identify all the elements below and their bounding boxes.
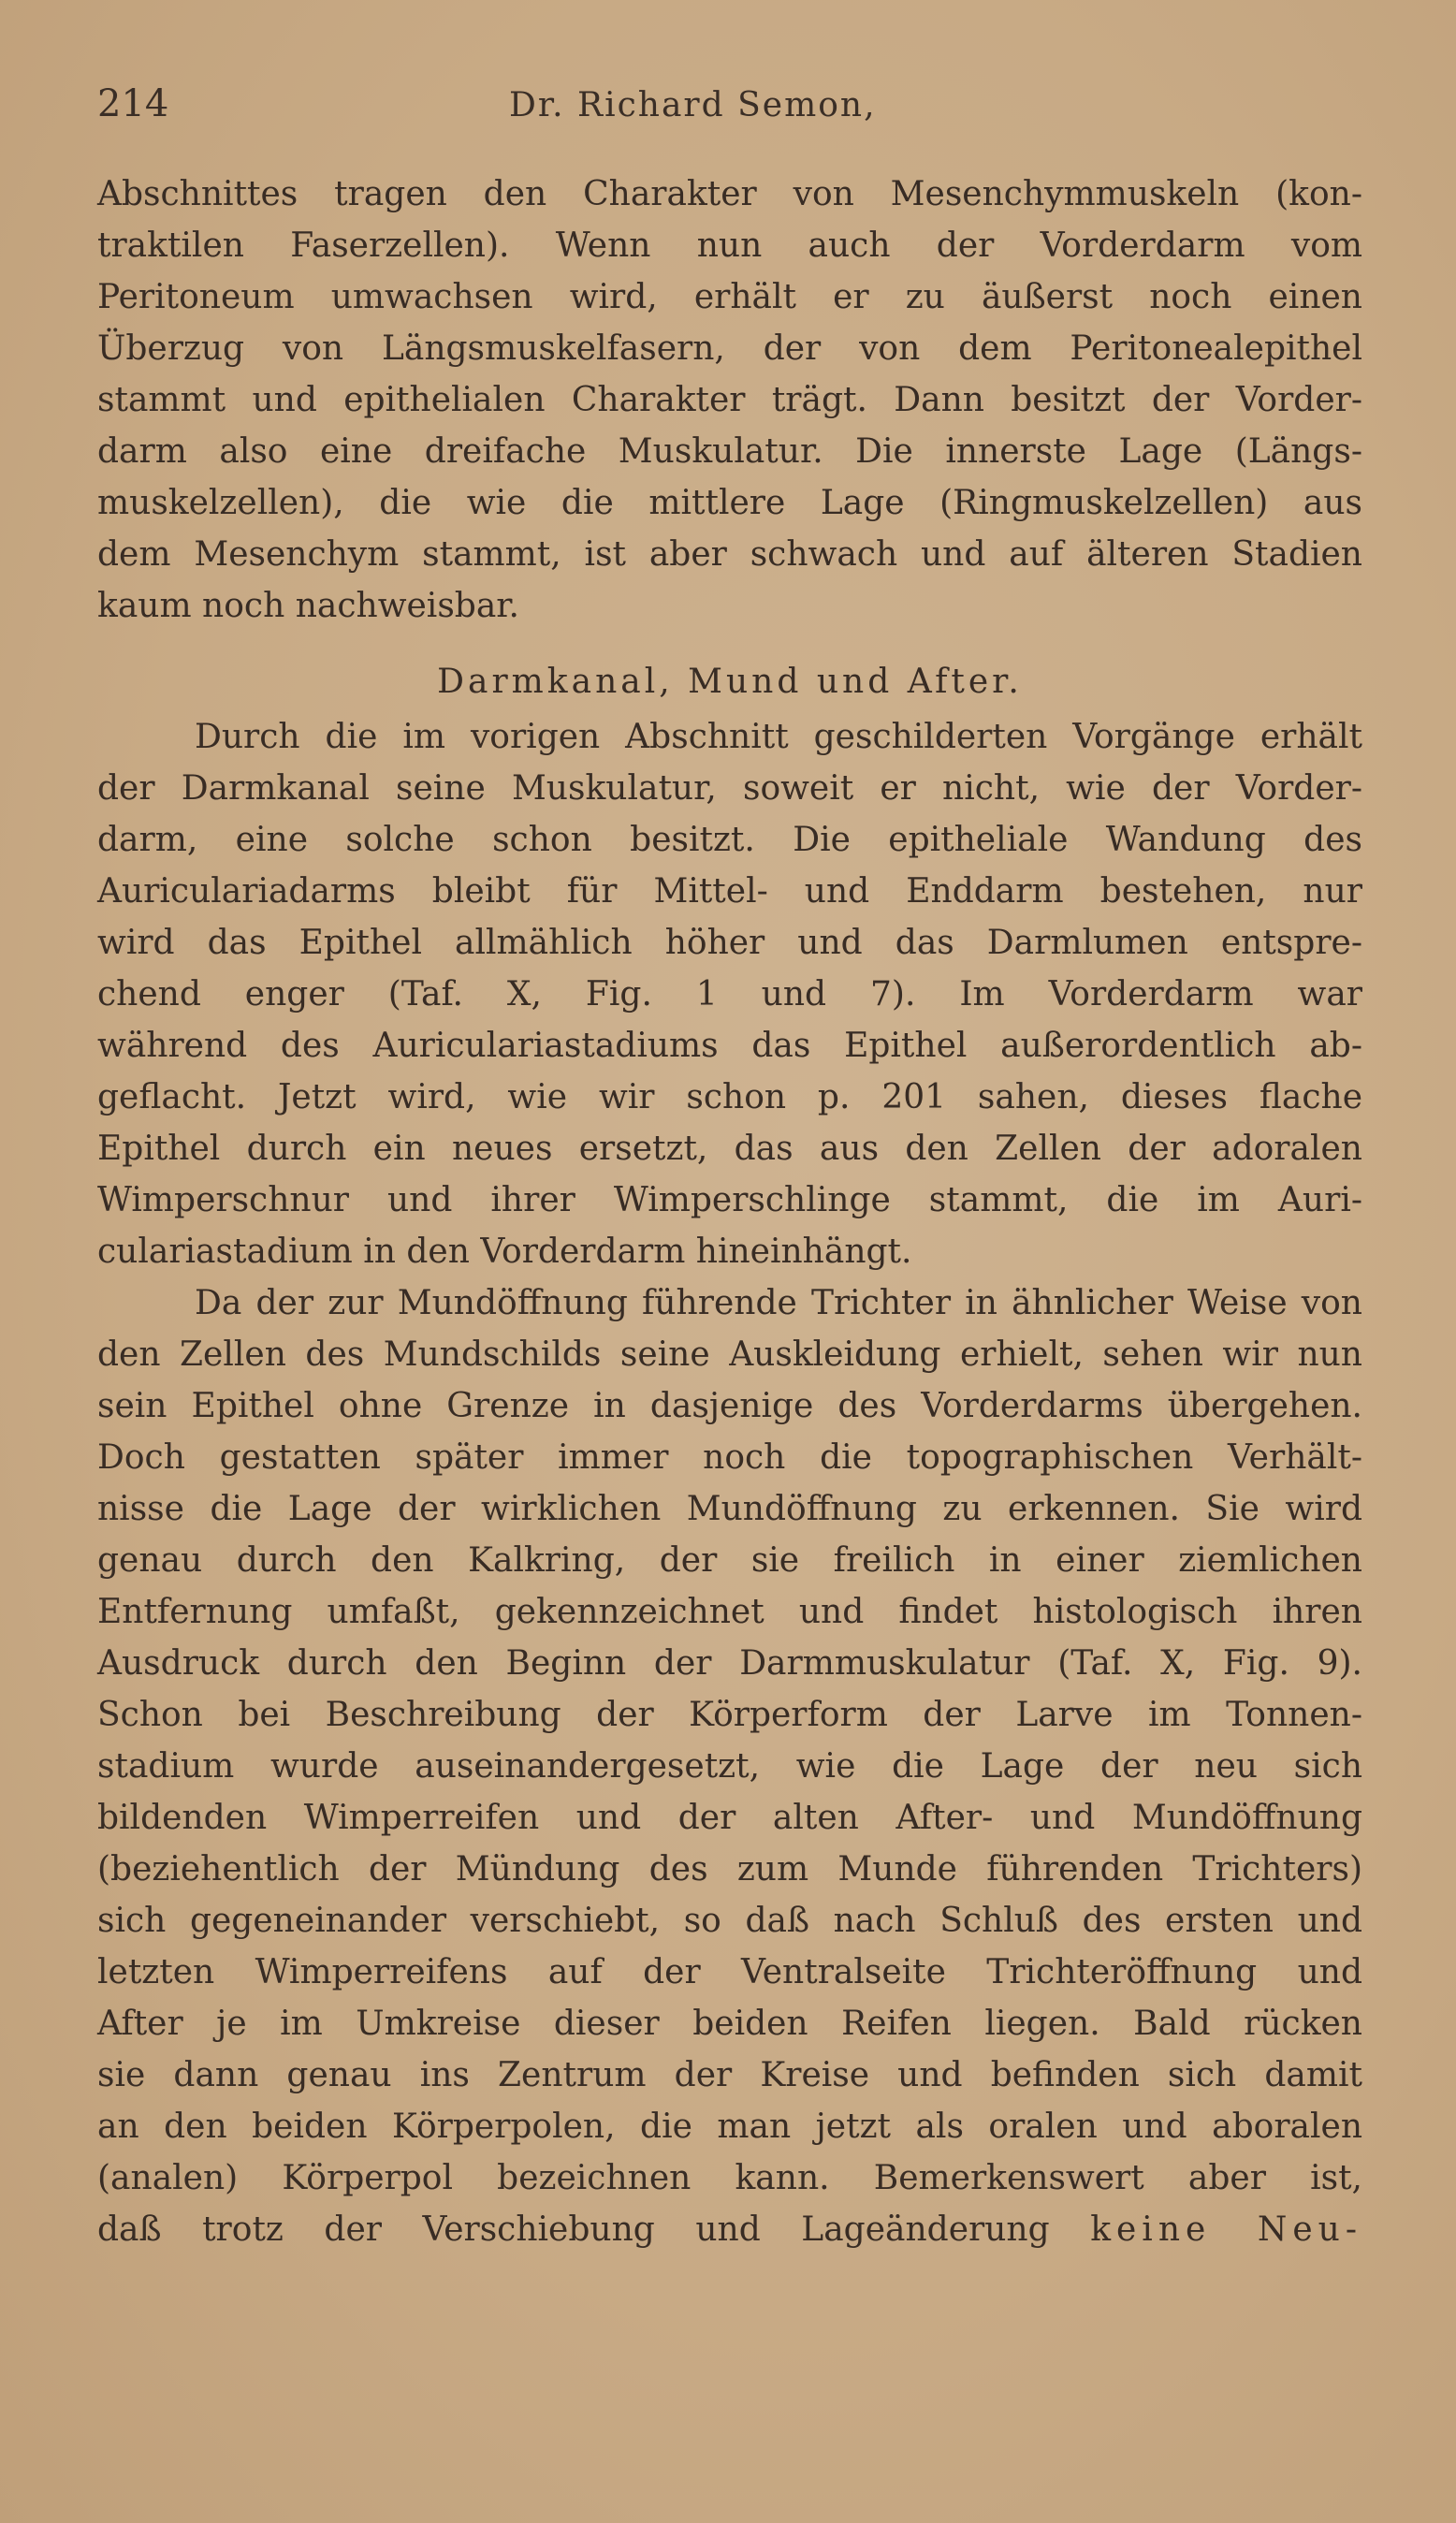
paragraph-2 [97,711,1362,1277]
text-line: genau durch den Kalkring, der sie freilich in einer ziemlichen [97,1541,1362,1580]
text-line: den Zellen des Mundschilds seine Auskleidung erhielt, sehen wir nun [97,1335,1362,1374]
text-line: Doch gestatten später immer noch die topographischen Verhält- [97,1438,1362,1477]
text-line: der Darmkanal seine Muskulatur, soweit er nicht, wie der Vorder- [97,769,1362,808]
final-line-text: daß trotz der Verschiebung und Lageänderung [97,2210,1091,2249]
paragraph-1 [97,168,1362,632]
text-line: Epithel durch ein neues ersetzt, das aus den Zellen der adoralen [97,1130,1362,1168]
text-line: Ausdruck durch den Beginn der Darmmuskulatur (Taf. X, Fig. 9). [97,1644,1362,1683]
text-line: nisse die Lage der wirklichen Mundöffnung zu erkennen. Sie wird [97,1490,1362,1528]
text-line: (beziehentlich der Mündung des zum Munde führenden Trichters) [97,1850,1362,1889]
page-number: 214 [97,82,169,125]
text-line: Schon bei Beschreibung der Körperform der Larve im Tonnen- [97,1696,1362,1734]
text-line: dem Mesenchym stammt, ist aber schwach und auf älteren Stadien [97,535,1362,574]
text-line: (analen) Körperpol bezeichnen kann. Bemerkenswert aber ist, [97,2159,1362,2197]
text-line: Peritoneum umwachsen wird, erhält er zu äußerst noch einen [97,278,1362,316]
text-line: darm, eine solche schon besitzt. Die epitheliale Wandung des [97,821,1362,859]
text-line: After je im Umkreise dieser beiden Reifen liegen. Bald rücken [97,2005,1362,2043]
text-line: wird das Epithel allmählich höher und das Darmlumen entspre- [97,924,1362,962]
text-line: Da der zur Mundöffnung führende Trichter in ähnlicher Weise von [195,1284,1362,1322]
text-line: sich gegeneinander verschiebt, so daß nach Schluß des ersten und [97,1902,1362,1940]
text-line: geflacht. Jetzt wird, wie wir schon p. 201 sahen, dieses flache [97,1078,1362,1116]
spaced-emphasis: keine Neu- [1090,2210,1362,2249]
text-line: Entfernung umfaßt, gekennzeichnet und findet histologisch ihren [97,1593,1362,1631]
text-line: culariastadium in den Vorderdarm hineinhängt. [97,1232,912,1271]
text-line: muskelzellen), die wie die mittlere Lage (Ringmuskelzellen) aus [97,484,1362,522]
page-header [97,82,1362,139]
text-line: darm also eine dreifache Muskulatur. Die innerste Lage (Längs- [97,432,1362,471]
text-line: kaum noch nachweisbar. [97,587,520,625]
text-line: letzten Wimperreifens auf der Ventralseite Trichteröffnung und [97,1953,1362,1991]
paragraph-3 [97,1277,1362,2255]
text-line: während des Auriculariastadiums das Epithel außerordentlich ab- [97,1027,1362,1065]
text-line: sein Epithel ohne Grenze in dasjenige des Vorderdarms übergehen. [97,1387,1362,1425]
text-line: sie dann genau ins Zentrum der Kreise und befinden sich damit [97,2056,1362,2094]
text-line: Auriculariadarms bleibt für Mittel- und Enddarm bestehen, nur [97,872,1362,911]
text-line: chend enger (Taf. X, Fig. 1 und 7). Im Vorderdarm war [97,975,1362,1014]
text-line: stammt und epithelialen Charakter trägt. Dann besitzt der Vorder- [97,381,1362,419]
section-heading: Darmkanal, Mund und After. [437,663,1023,701]
text-line: Abschnittes tragen den Charakter von Mesenchymmuskeln (kon- [97,175,1362,213]
text-line: traktilen Faserzellen). Wenn nun auch der Vorderdarm vom [97,226,1362,265]
text-line: stadium wurde auseinandergesetzt, wie die Lage der neu sich [97,1747,1362,1786]
text-line: Überzug von Längsmuskelfasern, der von dem Peritonealepithel [97,329,1362,368]
text-line: an den beiden Körperpolen, die man jetzt als oralen und aboralen [97,2107,1362,2146]
running-head: Dr. Richard Semon, [509,86,877,124]
text-line-final [97,2204,1362,2255]
text-line: Wimperschnur und ihrer Wimperschlinge stammt, die im Auri- [97,1181,1362,1219]
body-text [97,168,1362,2255]
text-line: Durch die im vorigen Abschnitt geschilderten Vorgänge erhält [195,718,1362,756]
text-line: bildenden Wimperreifen und der alten After- und Mundöffnung [97,1799,1362,1837]
